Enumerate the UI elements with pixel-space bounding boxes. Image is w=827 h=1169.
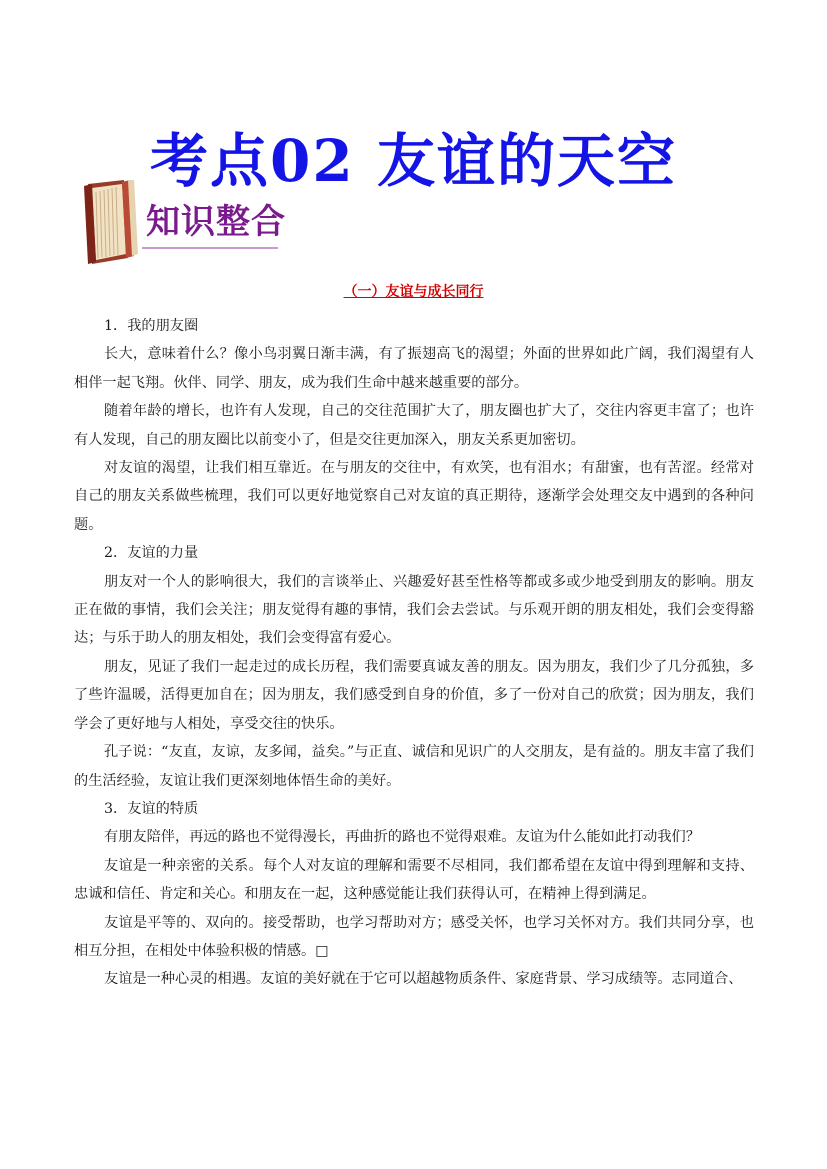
page-title: 考点02 友谊的天空 xyxy=(150,126,677,195)
paragraph: 朋友对一个人的影响很大，我们的言谈举止、兴趣爱好甚至性格等都或多或少地受到朋友的影响。朋友正在做的事情，我们会关注；朋友觉得有趣的事情，我们会去尝试。与乐观开朗的朋友相处，我们会变得豁达；与乐于助人的朋友相处，我们会变得富有爱心。 xyxy=(74,573,754,647)
banner-underline xyxy=(142,247,278,249)
banner-label: 知识整合 xyxy=(146,202,286,242)
paragraph: 随着年龄的增长，也许有人发现，自己的交往范围扩大了，朋友圈也扩大了，交往内容更丰富了；也许有人发现，自己的朋友圈比以前变小了，但是交往更加深入，朋友关系更加密切。 xyxy=(74,403,754,448)
paragraph: 朋友，见证了我们一起走过的成长历程，我们需要真诚友善的朋友。因为朋友，我们少了几分孤独，多了些许温暖，活得更加自在；因为朋友，我们感受到自身的价值，多了一份对自己的欣赏；因为朋友，我们学会了更好地与人相处，享受交往的快乐。 xyxy=(74,658,754,732)
paragraph: 有朋友陪伴，再远的路也不觉得漫长，再曲折的路也不觉得艰难。友谊为什么能如此打动我们？ xyxy=(104,829,700,846)
paragraph: 友谊是平等的、双向的。接受帮助，也学习帮助对方；感受关怀，也学习关怀对方。我们共同分享，也相互分担，在相处中体验积极的情感。□ xyxy=(74,914,754,959)
paragraph: 友谊是一种心灵的相遇。友谊的美好就在于它可以超越物质条件、家庭背景、学习成绩等。志同道合、 xyxy=(104,971,743,988)
subheading: 3．友谊的特质 xyxy=(104,800,199,817)
section-banner xyxy=(82,180,312,264)
paragraph: 对友谊的渴望，让我们相互靠近。在与朋友的交往中，有欢笑，也有泪水；有甜蜜，也有苦涩。经常对自己的朋友关系做些梳理，我们可以更好地觉察自己对友谊的真正期待，逐渐学会处理交友中遇到的各种问题。 xyxy=(74,460,754,533)
book-icon xyxy=(82,180,142,264)
paragraph: 长大，意味着什么？像小鸟羽翼日渐丰满，有了振翅高飞的渴望；外面的世界如此广阔，我们渴望有人相伴一起飞翔。伙伴、同学、朋友，成为我们生命中越来越重要的部分。 xyxy=(74,346,754,391)
document-body xyxy=(74,312,754,994)
subheading: 1．我的朋友圈 xyxy=(104,318,199,334)
section-title: （一）友谊与成长同行 xyxy=(343,284,484,300)
paragraph: 孔子说：“友直，友谅，友多闻，益矣。”与正直、诚信和见识广的人交朋友，是有益的。朋友丰富了我们的生活经验，友谊让我们更深刻地体悟生命的美好。 xyxy=(74,744,754,789)
subheading: 2．友谊的力量 xyxy=(104,545,199,562)
paragraph: 友谊是一种亲密的关系。每个人对友谊的理解和需要不尽相同，我们都希望在友谊中得到理解和支持、忠诚和信任、肯定和关心。和朋友在一起，这种感觉能让我们获得认可，在精神上得到满足。 xyxy=(74,857,754,903)
